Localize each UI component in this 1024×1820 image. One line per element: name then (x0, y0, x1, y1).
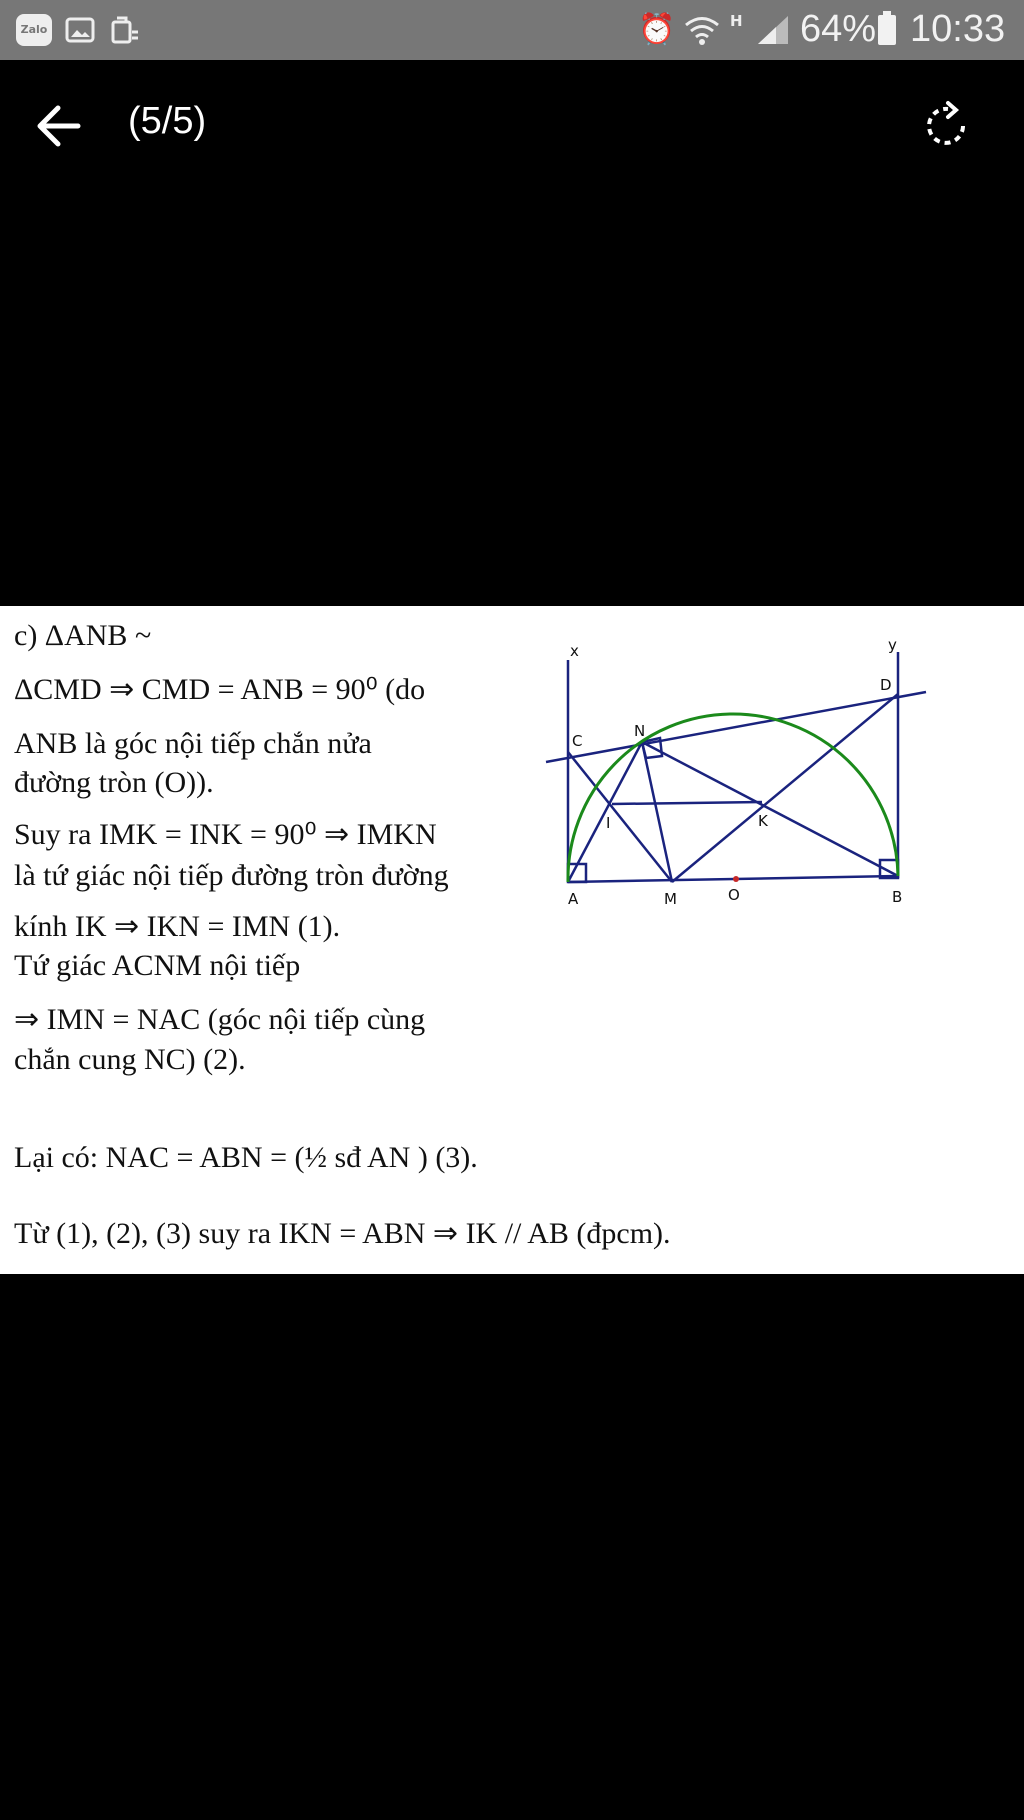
signal-icon (756, 14, 790, 46)
zalo-icon: Zalo (16, 14, 52, 46)
solution-line: chắn cung NC) (2). (14, 1043, 246, 1076)
solution-line: đường tròn (O)). (14, 766, 214, 799)
figure-label-n: N (634, 722, 646, 740)
figure-label-o: O (728, 886, 740, 904)
rotate-icon[interactable] (918, 96, 978, 156)
solution-line: Tứ giác ACNM nội tiếp (14, 949, 301, 982)
solution-line: c) ΔANB ~ (14, 619, 152, 652)
viewer-app-bar (0, 60, 1024, 190)
solution-line: ANB là góc nội tiếp chắn nửa (14, 727, 372, 760)
figure-label-i: I (606, 814, 611, 832)
clock: 10:33 (910, 8, 1006, 50)
figure-label-c: C (572, 732, 583, 750)
solution-line: là tứ giác nội tiếp đường tròn đường (14, 859, 449, 892)
figure-label-d: D (880, 676, 892, 694)
figure-label-a: A (568, 890, 579, 908)
figure-label-y: y (888, 640, 897, 654)
cleaner-icon (108, 14, 140, 46)
image-counter: (5/5) (128, 100, 207, 142)
figure-label-x: x (570, 642, 579, 660)
wifi-icon (682, 14, 722, 46)
solution-line: ⇒ IMN = NAC (góc nội tiếp cùng (14, 1003, 426, 1036)
solution-line: Lại có: NAC = ABN = (½ sđ AN ) (3). (14, 1141, 478, 1174)
solution-line: Từ (1), (2), (3) suy ra IKN = ABN ⇒ IK // AB (đpcm). (14, 1217, 671, 1250)
solution-line: ΔCMD ⇒ CMD = ANB = 90⁰ (do (14, 673, 426, 706)
network-type: H (730, 12, 743, 30)
gallery-icon (64, 14, 96, 46)
status-bar (0, 0, 1024, 60)
geometry-figure (540, 640, 930, 920)
arrow-left-icon[interactable] (30, 96, 90, 156)
battery-icon (878, 15, 896, 45)
solution-line: kính IK ⇒ IKN = IMN (1). (14, 910, 341, 943)
alarm-icon: ⏰ (638, 12, 676, 47)
figure-label-k: K (758, 812, 768, 830)
solution-line: Suy ra IMK = INK = 90⁰ ⇒ IMKN (14, 818, 437, 851)
figure-label-b: B (892, 888, 903, 906)
figure-label-m: M (664, 890, 677, 908)
battery-percent: 64% (800, 8, 877, 50)
